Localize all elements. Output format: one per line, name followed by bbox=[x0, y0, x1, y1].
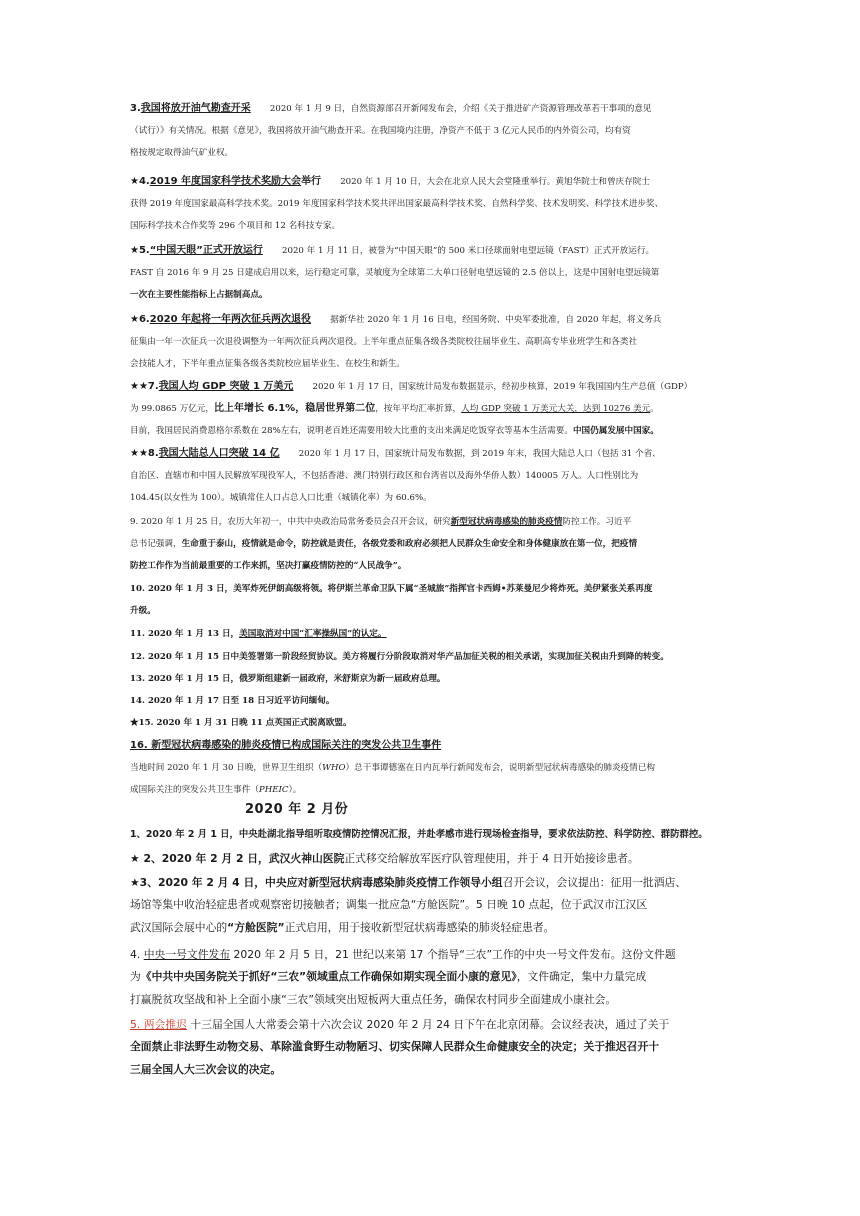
item-6-number: ★6. bbox=[130, 314, 150, 325]
item-5-title: “中国天眼”正式开放运行 bbox=[149, 245, 263, 256]
item-9-line-3: 防控工作作为当前最重要的工作来抓，坚决打赢疫情防控的“人民战争”。 bbox=[130, 561, 407, 572]
item-7-line-1: 2020 年 1 月 17 日，国家统计局发布数据显示，经初步核算，2019 年我国国内生产总值（GDP） bbox=[312, 382, 693, 392]
item-7-engel: 目前，我国居民消费恩格尔系数在 28%左右，说明老百姓还需要用较大比重的支出来满足吃饭穿衣等基本生活需要。 bbox=[130, 426, 573, 437]
item-5-line-1: 2020 年 1 月 11 日，被誉为“中国天眼”的 500 米口径球面射电望远镜（FAST）正式开放运行。 bbox=[282, 246, 655, 256]
item-10-line-1: 10. 2020 年 1 月 3 日，美军炸死伊朗高级将领。将伊斯兰革命卫队下属“圣城旅”指挥官卡西姆•苏莱曼尼少将炸死。美伊紧张关系再度 bbox=[130, 584, 653, 594]
feb-item-5 bbox=[130, 1014, 730, 1081]
item-15-text: ★15. 2020 年 1 月 31 日晚 11 点英国正式脱离欧盟。 bbox=[130, 718, 352, 728]
item-11-text: 美国取消对中国“汇率操纵国”的认定。 bbox=[239, 629, 387, 639]
item-6-line-3: 会技能人才，下半年重点征集各级各类院校应届毕业生、在校生和新生。 bbox=[130, 359, 406, 370]
item-9-line-1c: 防控工作。习近平 bbox=[562, 517, 632, 527]
item-4 bbox=[130, 171, 730, 238]
feb-item-4 bbox=[130, 944, 730, 1011]
item-7 bbox=[130, 376, 730, 443]
item-16-line-1a: 当地时间 2020 年 1 月 30 日晚，世界卫生组织（ bbox=[130, 763, 323, 774]
item-3 bbox=[130, 98, 730, 165]
feb-item-3-group: 中央应对新型冠状病毒感染肺炎疫情工作领导小组 bbox=[265, 876, 503, 889]
feb-item-4-text: 2020 年 2 月 5 日，21 世纪以来第 17 个指导“三农”工作的中央一号文件发布。这份文件题 bbox=[230, 948, 676, 961]
item-8-title: 我国大陆总人口突破 14 亿 bbox=[158, 448, 280, 459]
item-7-developing: 中国仍属发展中国家。 bbox=[572, 426, 659, 437]
feb-item-4-line-2c: ，文件确定，集中力量完成 bbox=[516, 970, 647, 984]
feb-item-2-text: 正式移交给解放军医疗队管理使用，并于 4 日开始接诊患者。 bbox=[344, 852, 639, 865]
item-16-line-1c: ）总干事谭德塞在日内瓦举行新闻发布会，说明新型冠状病毒感染的肺炎疫情已构 bbox=[345, 763, 655, 774]
item-4-line-3: 国际科学技术合作奖等 296 个项目和 12 名科技专家。 bbox=[130, 221, 341, 232]
item-6-line-2: 征集由一年一次征兵一次退役调整为一年两次征兵两次退役。上半年重点征集各级各类院校往届毕业生、高职高专毕业班学生和各类社 bbox=[130, 337, 638, 348]
feb-item-2-hospital: 武汉火神山医院 bbox=[268, 852, 345, 865]
item-4-line-2: 获得 2019 年度国家最高科学技术奖。2019 年度国家科学技术奖共评出国家最高科学技术奖、自然科学奖、技术发明奖、科学技术进步奖、 bbox=[130, 199, 664, 210]
item-8-number: ★★8. bbox=[130, 448, 159, 459]
item-14-text: 14. 2020 年 1 月 17 日至 18 日习近平访问缅甸。 bbox=[130, 696, 335, 706]
item-7-period: 。 bbox=[650, 404, 659, 415]
item-4-line-1: 2020 年 1 月 10 日，大会在北京人民大会堂隆重举行。黄旭华院士和曾庆存院士 bbox=[340, 177, 650, 187]
item-8-line-3: 104.45(以女性为 100）。城镇常住人口占总人口比重（城镇化率）为 60.6%。 bbox=[130, 493, 432, 504]
item-3-title: 我国将放开油气勘查开采 bbox=[140, 103, 251, 114]
month-heading: 2020 年 2 月份 bbox=[245, 802, 349, 817]
item-3-line-3: 格按规定取得油气矿业权。 bbox=[130, 148, 234, 159]
item-9-line-2b: 生命重于泰山，疫情就是命令，防控就是责任，各级党委和政府必须把人民群众生命安全和身体健康放在第一位，把疫情 bbox=[181, 539, 638, 550]
item-6-line-1: 据新华社 2020 年 1 月 16 日电，经国务院、中央军委批准，自 2020 年起，将义务兵 bbox=[330, 315, 662, 325]
feb-item-5-text: 十三届全国人大常委会第十六次会议 2020 年 2 月 24 日下午在北京闭幕。会议经表决，通过了关于 bbox=[186, 1018, 670, 1031]
item-14 bbox=[130, 690, 730, 712]
item-7-growth: 比上年增长 6.1%，稳居世界第二位 bbox=[213, 403, 376, 415]
feb-item-4-line-2a: 为 bbox=[130, 970, 141, 984]
item-13 bbox=[130, 668, 730, 690]
item-5 bbox=[130, 240, 730, 307]
feb-item-1 bbox=[130, 824, 730, 846]
item-16-line-2a: 成国际关注的突发公共卫生事件（ bbox=[130, 785, 259, 796]
feb-item-2 bbox=[130, 848, 730, 870]
item-7-per-capita: 人均 GDP 突破 1 万美元大关，达到 10276 美元 bbox=[461, 404, 651, 415]
item-16 bbox=[130, 735, 730, 802]
item-8-line-1: 2020 年 1 月 17 日，国家统计局发布数据，到 2019 年末，我国大陆总人口（包括 31 个省、 bbox=[298, 449, 661, 459]
item-7-exchange: ，按年平均汇率折算， bbox=[375, 404, 462, 415]
item-9-epidemic: 新型冠状病毒感染的肺炎疫情 bbox=[450, 517, 563, 527]
feb-item-3-date: ★3、2020 年 2 月 4 日， bbox=[130, 876, 266, 889]
item-7-title: 我国人均 GDP 突破 1 万美元 bbox=[158, 381, 294, 392]
feb-item-4-number: 4. bbox=[130, 948, 144, 961]
feb-item-3-text: 召开会议，会议提出：征用一批酒店、 bbox=[502, 876, 687, 889]
item-4-title-tail: 举行 bbox=[301, 176, 322, 187]
item-5-line-3: 一次在主要性能指标上占据制高点。 bbox=[130, 290, 268, 301]
item-5-line-2: FAST 自 2016 年 9 月 25 日建成启用以来，运行稳定可靠，灵敏度为全球第二大单口径射电望远镜的 2.5 倍以上，这是中国射电望远镜第 bbox=[130, 268, 660, 279]
item-3-line-1: 2020 年 1 月 9 日，自然资源部召开新闻发布会，介绍《关于推进矿产资源管理改革若干事项的意见 bbox=[269, 104, 652, 114]
item-16-title: 16. 新型冠状病毒感染的肺炎疫情已构成国际关注的突发公共卫生事件 bbox=[130, 740, 442, 751]
feb-item-3 bbox=[130, 872, 730, 939]
feb-item-3-fangcang: “方舱医院” bbox=[227, 920, 285, 934]
item-16-pheic: PHEIC bbox=[258, 785, 289, 796]
item-9-line-1a: 9. 2020 年 1 月 25 日，农历大年初一，中共中央政治局常务委员会召开会议，研究 bbox=[130, 517, 451, 527]
item-16-line-2c: ）。 bbox=[288, 785, 302, 796]
item-7-gdp-value: 为 99.0865 万亿元， bbox=[130, 404, 214, 415]
feb-item-3-line-3a: 武汉国际会展中心的 bbox=[130, 920, 228, 934]
item-13-text: 13. 2020 年 1 月 15 日，俄罗斯组建新一届政府，米舒斯京为新一届政府总理。 bbox=[130, 674, 446, 684]
feb-item-2-date: ★ 2、2020 年 2 月 2 日， bbox=[130, 852, 269, 865]
item-9 bbox=[130, 511, 730, 578]
item-3-line-2: （试行）》有关情况。根据《意见》，我国将放开油气勘查开采。在我国境内注册，净资产不低于 3 亿元人民币的内外资公司，均有资 bbox=[130, 126, 631, 137]
item-15 bbox=[130, 712, 730, 734]
item-6-title: 2020 年起将一年两次征兵两次退役 bbox=[149, 314, 312, 325]
item-6 bbox=[130, 309, 730, 376]
feb-item-4-title: 中央一号文件发布 bbox=[143, 948, 231, 961]
item-9-line-2a: 总书记强调， bbox=[130, 539, 182, 550]
item-4-title: 2019 年度国家科学技术奖励大会 bbox=[149, 176, 302, 187]
feb-item-5-line-2: 全面禁止非法野生动物交易、革除滥食野生动物陋习、切实保障人民群众生命健康安全的决定；关于推迟召开十 bbox=[130, 1040, 660, 1054]
item-11 bbox=[130, 623, 730, 645]
feb-item-1-text: 1、2020 年 2 月 1 日，中央赴湖北指导组听取疫情防控情况汇报，并赴孝感市进行现场检查指导，要求依法防控、科学防控、群防群控。 bbox=[130, 829, 708, 840]
item-12 bbox=[130, 646, 730, 668]
item-10 bbox=[130, 578, 730, 622]
item-12-text: 12. 2020 年 1 月 15 日中美签署第一阶段经贸协议。美方将履行分阶段取消对华产品加征关税的相关承诺，实现加征关税由升到降的转变。 bbox=[130, 652, 669, 662]
feb-item-3-line-2: 场馆等集中收治轻症患者或观察密切接触者；调集一批应急“方舱医院”。5 日晚 10 点起，位于武汉市江汉区 bbox=[130, 898, 648, 912]
feb-item-5-line-3: 三届全国人大三次会议的决定。 bbox=[130, 1062, 282, 1076]
feb-item-3-line-3c: 正式启用，用于接收新型冠状病毒感染的肺炎轻症患者。 bbox=[284, 920, 555, 934]
item-10-line-2: 升级。 bbox=[130, 606, 156, 617]
item-8 bbox=[130, 443, 730, 510]
item-3-number: 3. bbox=[130, 103, 141, 114]
feb-item-4-document: 《中共中央国务院关于抓好“三农”领域重点工作确保如期实现全面小康的意见》 bbox=[140, 970, 517, 984]
item-7-number: ★★7. bbox=[130, 381, 159, 392]
item-5-number: ★5. bbox=[130, 245, 150, 256]
item-8-line-2: 自治区、直辖市和中国人民解放军现役军人，不包括香港、澳门特别行政区和台湾省以及海外华侨人数）140005 万人。人口性别比为 bbox=[130, 471, 639, 482]
item-16-who: WHO bbox=[322, 763, 346, 774]
item-4-number: ★4. bbox=[130, 176, 150, 187]
feb-item-4-line-3: 打赢脱贫攻坚战和补上全面小康“三农”领域突出短板两大重点任务，确保农村同步全面建成小康社会。 bbox=[130, 992, 617, 1006]
item-11-date: 11. 2020 年 1 月 13 日， bbox=[130, 629, 240, 639]
feb-item-5-title: 5. 两会推迟 bbox=[130, 1018, 187, 1031]
